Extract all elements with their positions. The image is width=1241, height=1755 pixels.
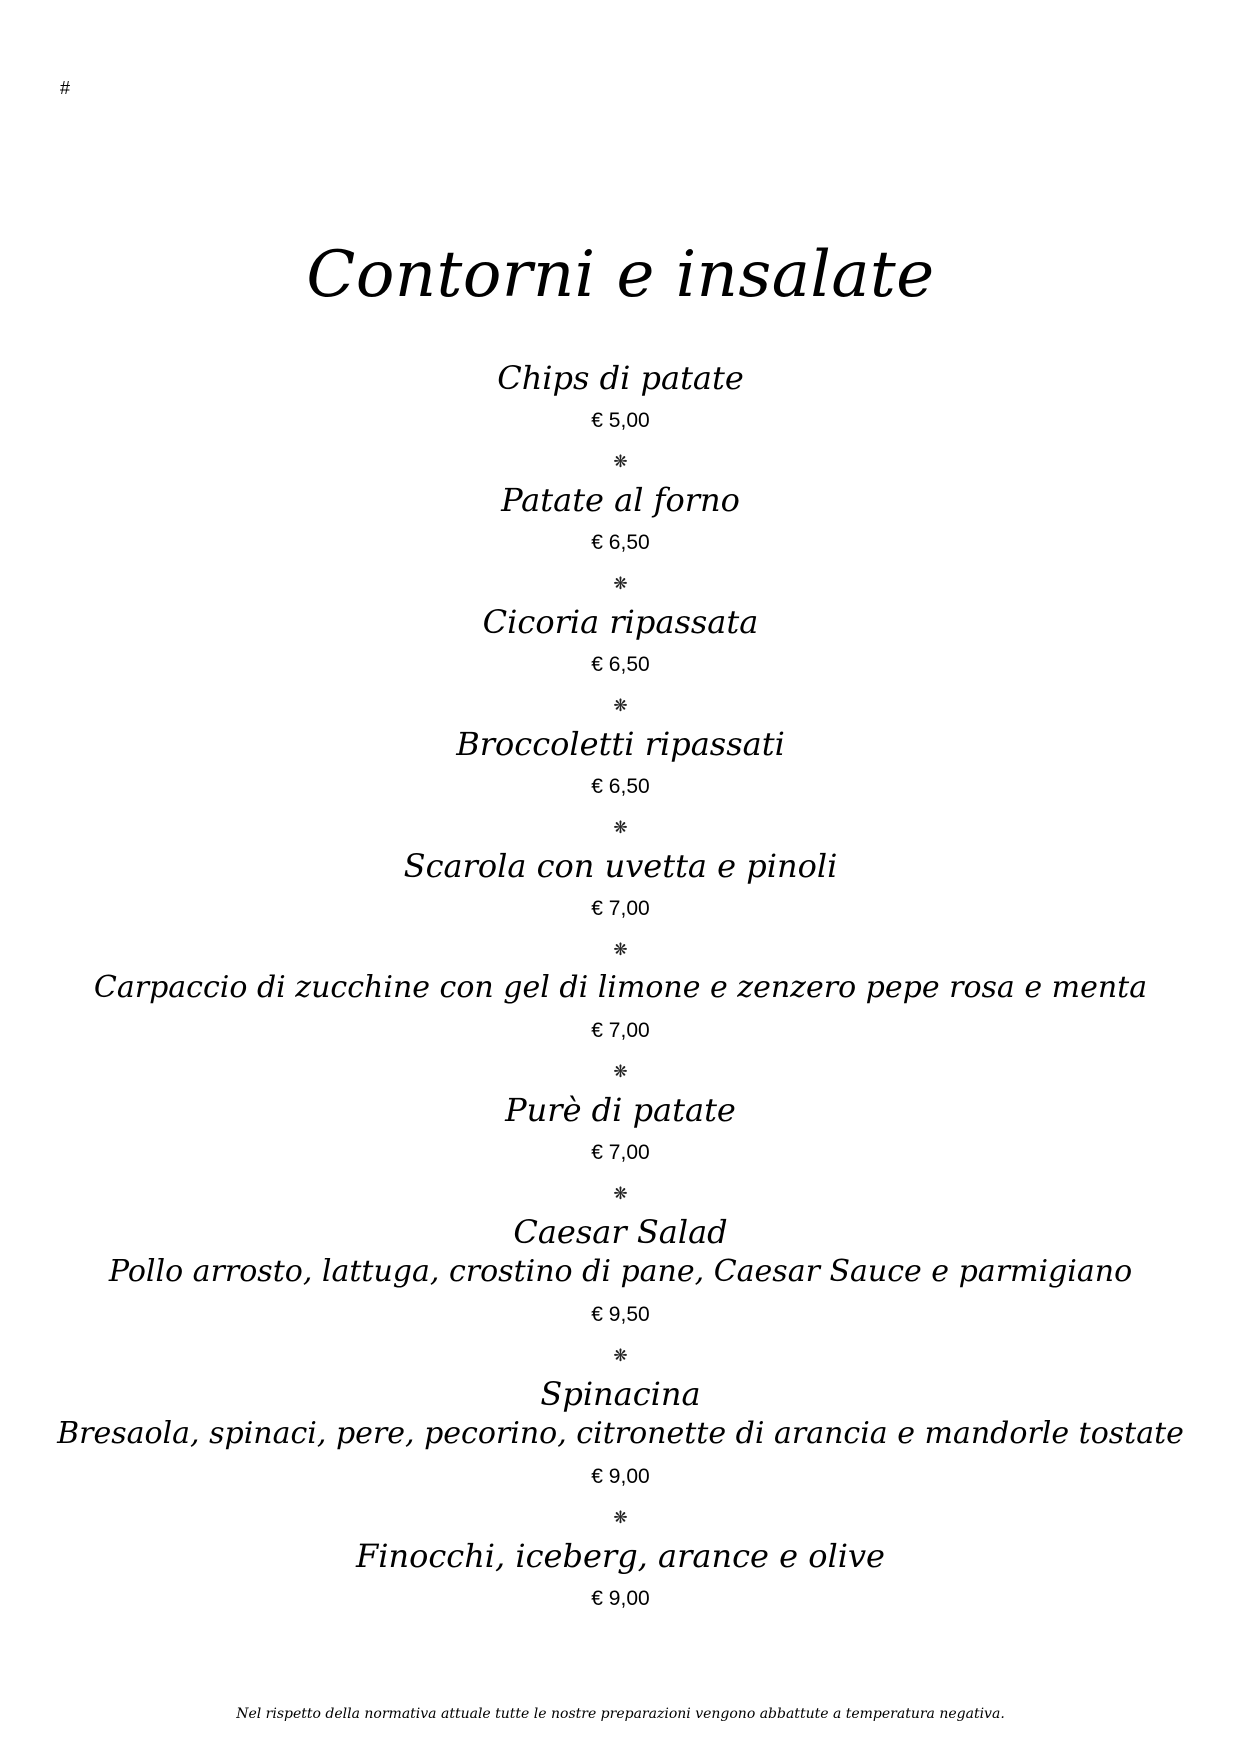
- menu-item-price: € 7,00: [591, 897, 650, 920]
- separator-icon: ❋: [613, 1184, 628, 1204]
- menu-item-price: € 7,00: [591, 1019, 650, 1042]
- menu-item-name: Caesar Salad: [513, 1213, 728, 1251]
- menu-item-name: Chips di patate: [497, 359, 744, 397]
- page-mark: #: [60, 78, 71, 98]
- menu-item-price: € 6,50: [591, 775, 650, 798]
- menu-item-name: Cicoria ripassata: [482, 603, 759, 641]
- menu-item-price: € 7,00: [591, 1141, 650, 1164]
- menu-item-description: Pollo arrosto, lattuga, crostino di pane, Caesar Sauce e parmigiano: [108, 1254, 1133, 1289]
- separator-icon: ❋: [613, 1346, 628, 1366]
- menu-item-price: € 5,00: [591, 409, 650, 432]
- menu-item-price: € 6,50: [591, 653, 650, 676]
- menu-item-price: € 6,50: [591, 531, 650, 554]
- separator-icon: ❋: [613, 818, 628, 838]
- separator-icon: ❋: [613, 696, 628, 716]
- menu-item-price: € 9,50: [591, 1303, 650, 1326]
- menu-item-name: Finocchi, iceberg, arance e olive: [356, 1537, 885, 1575]
- page-title: Contorni e insalate: [306, 238, 935, 312]
- menu-item-name: Scarola con uvetta e pinoli: [403, 847, 838, 885]
- footer-note: Nel rispetto della normativa attuale tutte le nostre preparazioni vengono abbattute a temperatura negativa.: [236, 1706, 1005, 1722]
- menu-item-description: Bresaola, spinaci, pere, pecorino, citronette di arancia e mandorle tostate: [57, 1416, 1184, 1451]
- separator-icon: ❋: [613, 574, 628, 594]
- menu-item-name: Spinacina: [540, 1375, 701, 1413]
- menu-item-name: Purè di patate: [505, 1091, 736, 1129]
- separator-icon: ❋: [613, 940, 628, 960]
- separator-icon: ❋: [613, 1062, 628, 1082]
- menu-item-name: Patate al forno: [501, 481, 740, 519]
- menu-item-name: Broccoletti ripassati: [456, 725, 785, 763]
- separator-icon: ❋: [613, 1508, 628, 1528]
- menu-item-price: € 9,00: [591, 1587, 650, 1610]
- menu-item-name: Carpaccio di zucchine con gel di limone e zenzero pepe rosa e menta: [93, 970, 1148, 1005]
- menu-item-price: € 9,00: [591, 1465, 650, 1488]
- separator-icon: ❋: [613, 452, 628, 472]
